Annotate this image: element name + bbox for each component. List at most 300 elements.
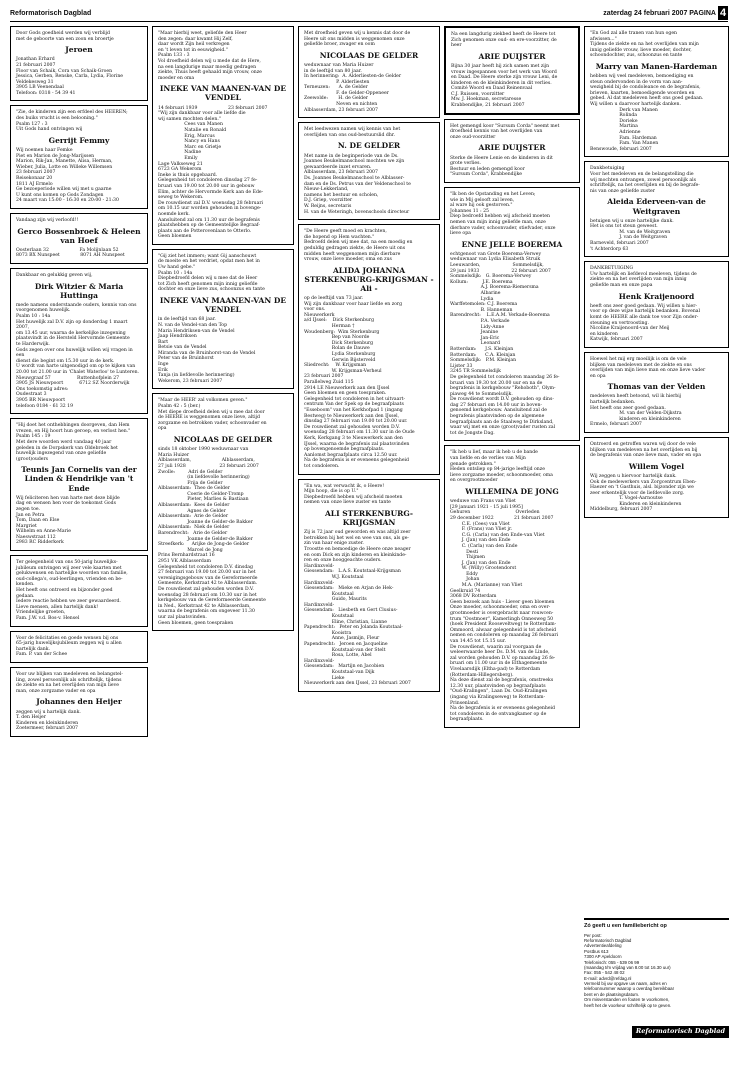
sidebar-title: Zó geeft u een familiebericht op bbox=[584, 923, 667, 929]
notice-text-line: woensdag 28 februari om 11.30 uur in de Oude bbox=[304, 430, 415, 436]
notice-text-line: Joanne de Gelder-de Bakker bbox=[158, 519, 253, 525]
notice-text-line: "Wij zijn dankbaar voor alle liefde die bbox=[158, 111, 246, 117]
notice-text-line: Gerwin Bijsterveld bbox=[304, 357, 376, 363]
notice-box bbox=[152, 393, 294, 631]
column-1 bbox=[10, 26, 148, 741]
notice-text-line: Alblasserdam, Alblasserdam, bbox=[158, 458, 255, 464]
notice-text-line: bruari van 19.30 tot 20.00 uur en na de bbox=[450, 380, 543, 386]
notice-text-line: Troostte en bemoedige de Heere onze neager bbox=[304, 546, 411, 552]
notice-box bbox=[298, 26, 440, 118]
notice-text-line: Diep bedroefd hebben wij afscheid moeten bbox=[450, 214, 550, 220]
notice-text-line: Onze moeder, schoonmoeder, oma en over- bbox=[450, 605, 551, 611]
notice-text-line: Parallelweg Zuid 115 bbox=[304, 380, 354, 386]
notice-text-line: M. van der Velden-Dijkstra bbox=[590, 411, 682, 417]
notice-text-line: 24 maart van 15:00 - 16:30 en 20:00 - 21:30 bbox=[16, 198, 119, 204]
notice-text-line: Margriet bbox=[16, 523, 37, 529]
notice-text-line: Sommelsdijk: G. Boerema-Verwey bbox=[450, 274, 532, 280]
notice-text-line: Gemeente, Kerkstraat 42 te Alblasserdam. bbox=[158, 581, 258, 587]
notice-text-line: Giessendam: Martijn en Jacobien bbox=[304, 664, 385, 670]
notice-text-line: voor ons. bbox=[304, 307, 326, 313]
notice-name: NICOLAAS DE GELDER bbox=[319, 50, 419, 60]
notice-text-line: IJssel, waarna de begrafenis zal plaatsvinden bbox=[304, 441, 410, 447]
notice-text-line: innig geliefde vrouw, lieve moeder, dochter, bbox=[590, 47, 692, 53]
notice-text-line: Prinsenland. bbox=[450, 700, 480, 706]
notice-text-line: 8073 BX Nunspeet 8071 AH Nunspeet bbox=[16, 253, 125, 259]
notice-text-line: 29 juni 1933 22 februari 2007 bbox=[450, 268, 551, 274]
notice-text-line: Streefkerk: Arijke de Jong-de Gelder bbox=[158, 542, 250, 548]
notice-text-line: Tijdens de ziekte en na het overlijden van mijn bbox=[590, 42, 699, 48]
notice-text-line: U wordt van harte uitgenodigd om op te kijken van bbox=[16, 364, 136, 370]
notice-text-line: grootmoeder is overgebracht naar rouwcen- bbox=[450, 611, 554, 617]
notice-text-line: (Rotterdam-Hillegersberg). bbox=[450, 672, 514, 678]
notice-text-line: Het gemengd koor "Sursum Corda" neemt met bbox=[450, 123, 560, 129]
notice-text-line: Het heeft ons zeer goed gedaan. bbox=[590, 405, 666, 411]
notice-text-line: de HEERE is weggenomen onze lieve, altijd bbox=[158, 415, 260, 421]
notice-text-line: Emily bbox=[158, 155, 198, 161]
notice-text-line: 12.30 uur, plaatsvinden op begraafplaats bbox=[450, 683, 546, 689]
notice-text-line: (groot)ouders bbox=[16, 456, 49, 462]
notice-text-line: Maria Hendriksen-van de Vendel bbox=[158, 328, 235, 334]
notice-text-line: "De Heere geeft moed en krachten, bbox=[304, 229, 387, 235]
notice-text-line: Ermelo, februari 2007 bbox=[590, 422, 642, 428]
notice-text-line: U kunt ons komen op Gods Zondagen bbox=[16, 192, 104, 198]
notice-text-line: Eddy bbox=[450, 571, 478, 577]
notice-text-line: Coerie de Gelder-Tromp bbox=[158, 491, 244, 497]
notice-text-line: Met droefheid geven wij u kennis dat door de bbox=[304, 31, 411, 36]
notice-text-line: Heere uit ons midden is weggenomen onze bbox=[304, 36, 405, 42]
notice-text-line: "Ik heb u lief, maar ik heb u de bande bbox=[450, 450, 538, 456]
notice-text-line: Maria Huizer bbox=[158, 452, 190, 458]
notice-text-line: 14 februari 1939 23 februari 2007 bbox=[158, 105, 268, 111]
notice-text-line: Tanja (in liefdevolle herinnering) bbox=[158, 373, 235, 379]
notice-text-line: Door Gods goedheid werden wij verblijd bbox=[16, 31, 110, 36]
notice-text-line: De rouwdienst zal gehouden worden D.V. bbox=[304, 424, 400, 430]
notice-text-line: Koutstaal-van Dijk bbox=[304, 670, 375, 676]
notice-text-line: 3905 JS Nieuwpoort 6712 SZ Noorderwijk bbox=[16, 381, 130, 387]
notice-text-line: piaweg 44 te Sommelsdijk. bbox=[450, 391, 513, 397]
notice-text-line: gebed. Al dat medeleven heeft ons goed gedaan. bbox=[590, 96, 704, 102]
notice-text-line: Jonathan Erhard bbox=[16, 57, 55, 63]
notice-text-line: dag en wensen hen voor de toekomst Gods bbox=[16, 501, 116, 507]
notice-text-line: op bovengenoemde begraafplaats. bbox=[304, 447, 385, 453]
notice-text-line: blijken van medeleven na het overlijden en bij bbox=[590, 447, 698, 453]
notice-text-line: W. (Willy) Grootendorst bbox=[450, 566, 517, 572]
notice-text-line: Papendrecht: Peter en Jolanda Koutstaal- bbox=[304, 625, 403, 631]
notice-name: Johannes den Heijer bbox=[36, 697, 122, 707]
notice-text-line: Ontroerd en getroffen waren wij door de vele bbox=[590, 441, 696, 447]
notice-text-line: Erik bbox=[158, 367, 168, 373]
notice-text-line: telefoon 0184 - 61 32 19 bbox=[16, 403, 74, 409]
notice-text-line: huwelijk ingezegend van onze geliefde bbox=[16, 451, 107, 457]
notice-text-line: dochter en onze lieve zus, schoonzus en tante bbox=[158, 287, 265, 293]
notice-text-line: schoondochter, zus, schoonzus en tante bbox=[590, 53, 683, 59]
notice-text-line: steuning en vertroosting. bbox=[590, 320, 649, 326]
notice-text-line: Vandaag zijn wij verloofd!! bbox=[16, 217, 79, 223]
notice-text-line: Gelegenheid tot condoleren D.V. dinsdag bbox=[158, 564, 253, 570]
notice-text-line: Geen bloemen, geen toespraken bbox=[158, 620, 234, 626]
notice-text-line: Bijna 30 jaar heeft hij zich samen met zijn bbox=[451, 63, 550, 69]
notice-box bbox=[444, 26, 580, 115]
notice-text-line: hebben wij veel medeleven, bemoediging en bbox=[590, 74, 694, 80]
notice-text-line: trum "Oostmoer", Kamerlingh Onnesweg 50 bbox=[450, 616, 554, 622]
notice-name: INEKE VAN MAANEN-VAN DE VENDEL bbox=[159, 84, 287, 103]
notice-text-line: 2951 VK Alblasserdam bbox=[158, 559, 211, 565]
notice-text-line: Tom, Daan en Else bbox=[16, 518, 60, 524]
notice-text-line: W.J. Koutstaal bbox=[304, 574, 364, 580]
notice-text-line: Joanne de Gelder-de Bakker bbox=[158, 536, 253, 542]
notice-text-line: Hardinxveld- bbox=[304, 580, 335, 586]
notice-text-line: Herman † bbox=[304, 324, 355, 330]
notice-text-line: a/d IJssel: Dick Sterkenburg bbox=[304, 318, 375, 324]
notice-text-line: te Harderwijk. bbox=[16, 342, 50, 348]
notice-text-line: 3245 TR Sommelsdijk bbox=[450, 369, 501, 375]
notice-text-line: medeleven heeft betoond, wil ik hierbij bbox=[590, 394, 682, 400]
notice-text-line: waarna de begrafenis om ongeveer 11.30 bbox=[158, 609, 255, 615]
notice-text-line: genoemd kerkgebouw. Aansluitend zal de bbox=[450, 408, 547, 414]
notice-text-line: echtgenoot van Grete Boerema-Verwey bbox=[450, 251, 542, 257]
notice-text-line: Rolinda bbox=[590, 113, 638, 119]
notice-text-line: Hardinxveld- bbox=[304, 658, 335, 664]
notice-box bbox=[444, 187, 580, 441]
notice-text-line: Jaap Hendriksen bbox=[158, 334, 197, 340]
notice-text-line: centrum Van der Spek op de begraafplaats bbox=[304, 402, 404, 408]
notice-text-line: den zegen: daar kwamt Hij Zelf, bbox=[158, 36, 233, 42]
notice-text-line: Wij willen u daarvoor hartelijk danken. bbox=[590, 102, 681, 108]
notice-text-line: Papendrecht: Jeroen en Jacqueline bbox=[304, 642, 388, 648]
notice-text-line: Elim, achter de Hervormde Kerk aan de Ede- bbox=[158, 189, 264, 195]
notice-box bbox=[584, 352, 729, 433]
notice-text-line: Nancy en Hans bbox=[158, 139, 220, 145]
notice-text-line: bruari van 19.00 tot 20.00 uur in gebouw bbox=[158, 183, 255, 189]
notice-text-line: Psalm 133 : 3 bbox=[158, 53, 190, 59]
notice-text-line: H. van de Weteringh, bovenschools directeur bbox=[304, 209, 410, 215]
notice-text-line: Naeswstraat 112 bbox=[16, 534, 56, 540]
notice-box bbox=[584, 26, 729, 157]
notice-box bbox=[10, 213, 148, 264]
notice-text-line: ziekte en na het overlijden van mijn innig bbox=[590, 277, 687, 283]
notice-text-line: Nieuwgraaf 57 Ruttenhofplein 27 bbox=[16, 375, 120, 381]
notice-text-line: voor op deze wijze hartelijk bedanken. Bovenal bbox=[590, 309, 700, 315]
notice-text-line: nemen van mijn innig geliefde man, onze bbox=[450, 219, 546, 225]
notice-text-line: plaats aan de Potterovenlaan te Otterlo. bbox=[158, 228, 252, 234]
notice-text-line: en Daad. De Heere sterke zijn vrouw Leni, de bbox=[451, 75, 558, 81]
sidebar-line: Telefonisch: 055 - 539 06 99 bbox=[584, 959, 640, 965]
notice-text-line: Wij zijn dankbaar voor haar liefde en zorg bbox=[304, 301, 403, 307]
notice-text-line: 65-jarig huwelijksjubileum zeggen wij u allen bbox=[16, 641, 122, 647]
notice-text-line: in de leeftijd van 68 jaar. bbox=[158, 317, 216, 323]
notice-text-line: De gelegenheid tot condoleren maandag 26 fe- bbox=[450, 374, 560, 380]
notice-text-line: midden heeft weggenomen mijn dierbare bbox=[304, 251, 401, 257]
notice-text-line: De rouwdienst, waarin zal voorgaan de bbox=[450, 644, 542, 650]
notice-text-line: Gelegenheid tot condoleren in het uitvaart- bbox=[304, 396, 405, 402]
notice-text-line: Reisekonaar 20 bbox=[16, 175, 53, 181]
notice-text-line: 20.00 tot 21.00 uur in 'Chalet Waterloo' te Lunteren. bbox=[16, 370, 140, 375]
notice-text-line: Ds. Joannes Beukelmanschool te Alblasser- bbox=[304, 175, 405, 181]
sidebar-line: 7300 AP Apeldoorn bbox=[584, 954, 622, 960]
notice-text-line: van 14.45 tot 15.15 uur. bbox=[450, 639, 506, 644]
notice-text-line: Gelegenheid tot condoleren dinsdag 27 fe- bbox=[158, 178, 258, 184]
notice-text-line: brieven, kaarten, bemoedigende woorden en bbox=[590, 90, 695, 96]
sidebar-line: E-mail: advrd@refdag.nl bbox=[584, 975, 632, 981]
notice-text-line: Barendrecht: L.E.A.M. Verkade-Boerema bbox=[450, 313, 550, 319]
notice-text-line: en 't leven tot in eeuwigheid." bbox=[158, 47, 228, 53]
notice-text-line: Kollum: J.E. Boerema bbox=[450, 279, 513, 285]
newspaper-name: Reformatorisch Dagblad bbox=[10, 10, 92, 17]
notice-text-line: Wilhelm en Anne-Marie bbox=[16, 529, 72, 535]
notice-box bbox=[444, 445, 580, 727]
notice-text-line: dag 27 februari om 14.00 uur in boven- bbox=[450, 402, 542, 408]
notice-text-line: daar wordt Zijn heil verkregen bbox=[158, 42, 230, 48]
notice-text-line: Johan bbox=[450, 577, 480, 583]
notice-text-line: Anne, Jasmijn, Fleur bbox=[304, 636, 380, 642]
notice-text-line: zeggen wij u hartelijk dank. bbox=[16, 709, 81, 715]
notice-text-line: 27 juli 1928 23 februari 2007 bbox=[158, 463, 259, 469]
notice-text-line: Erig, Marcus bbox=[158, 133, 215, 139]
notice-text-line: in Ned., Kerkstraat 42 te Alblasserdam, bbox=[158, 603, 251, 609]
notice-text-line: F. de Gelder-Oppeneer bbox=[304, 90, 389, 96]
notice-text-line: Het heeft ons ontroerd en bijzonder goed bbox=[16, 588, 113, 594]
notice-box bbox=[10, 631, 148, 663]
notice-text-line: vrouw ingespannen voor het werk van Woord bbox=[451, 69, 557, 75]
notice-text-line: Wij feliciteren hen van harte met deze blijde bbox=[16, 495, 120, 501]
notice-text-line: [29 januari 1921 - 15 juli 1995] bbox=[450, 504, 523, 510]
notice-text-line: Fam. Van Manen bbox=[590, 141, 659, 147]
notice-text-line: weduwnaar van Maria Huizer bbox=[304, 62, 374, 68]
notice-text-line: verenigingsgebouw van de Gereformeerde bbox=[158, 575, 258, 581]
notice-text-line: Jan-Eric bbox=[450, 335, 500, 341]
notice-text-line: plaatshebben op de Gemeentelijke Begraaf- bbox=[158, 223, 260, 229]
notice-name: Gerrijt Femmy bbox=[48, 135, 110, 145]
notice-text-line: Inge bbox=[158, 362, 169, 368]
notice-text-line: 1811 AJ Ermelo bbox=[16, 181, 53, 187]
sidebar-line: bent en de plaatsingsdatum. bbox=[584, 991, 640, 997]
notice-text-line: waar wij met en onze (groot)vader rusten zal bbox=[450, 425, 556, 431]
notice-box bbox=[298, 479, 440, 692]
notice-text-line: Voor het medeleven en de belangstelling die bbox=[590, 172, 694, 178]
notice-text-line: weleerwaarde heer Ds. D.M. van de Linde, bbox=[450, 650, 550, 656]
notice-text-line: Terneuzen: A. de Gelder bbox=[304, 85, 368, 91]
notice-text-line: noemde kerk. bbox=[158, 211, 190, 217]
notice-text-line: tot de Jongste Dag. bbox=[450, 430, 495, 436]
notice-text-line: droefheid kennis van het overlijden van bbox=[450, 129, 543, 135]
newspaper-logo: Reformatorisch Dagblad bbox=[632, 1026, 729, 1038]
notice-text-line: Diepbedroefd hebben wij afscheid moeten bbox=[304, 494, 403, 500]
notice-text-line: onze oud-voorzitter bbox=[450, 134, 496, 140]
notice-text-line: sinds 18 oktober 1990 weduwnaar van bbox=[158, 447, 249, 453]
notice-text-line: Gehuren Overleden bbox=[450, 510, 540, 516]
notice-box bbox=[10, 667, 148, 737]
notice-text-line: Desti bbox=[450, 549, 479, 555]
column-3 bbox=[298, 26, 440, 696]
notice-text-line: Ter gelegenheid van ons 50-jarig huwelijks- bbox=[16, 560, 118, 566]
notice-text-line: plaatsvindt in de Hersteld Hervormde Gemeente bbox=[16, 336, 130, 342]
notice-text-line: Uit Gods hand ontvingen wij bbox=[16, 127, 83, 133]
notice-text-line: C.J. Ruissen, voorzitter bbox=[451, 91, 505, 97]
notice-text-line: op de leeftijd van 73 jaar. bbox=[304, 296, 364, 302]
sidebar-line: telefoonnummer waarop u overdag bereikbaar bbox=[584, 986, 675, 992]
notice-text-line: Zwolle: Adri de Gelder bbox=[158, 469, 223, 475]
notice-name: ARIE DUIJSTER bbox=[478, 51, 546, 61]
notice-text-line: Martina bbox=[590, 124, 638, 130]
notice-text-line: Lydia bbox=[450, 296, 494, 302]
notice-text-line: gewaardeerde inzet ervaren. bbox=[304, 164, 372, 170]
notice-text-line: 23 februari 2007 bbox=[304, 374, 344, 380]
notice-text-line: Met dere woorden werd vandaag 40 jaar bbox=[16, 439, 112, 445]
notice-text-line: Nieuwerkerk bbox=[304, 312, 335, 318]
sidebar-line: Fax: 055 - 542 48 02 bbox=[584, 970, 625, 976]
notice-text-line: Geen bloemen en geen toespraken. bbox=[304, 391, 387, 397]
notice-text-line: heer bbox=[451, 43, 462, 49]
notice-text-line: "Gij ziet het immers; want Gij aanschouwt bbox=[158, 253, 257, 259]
notice-text-line: Wekerom, 23 februari 2007 bbox=[158, 378, 223, 384]
notice-text-line: nemen van onze lieve zuster en tante bbox=[304, 500, 391, 506]
notice-text-line: F. (Frans) van Vliet jr. bbox=[450, 527, 513, 533]
notice-text-line: van liefde en de verlies van Mijn bbox=[450, 456, 526, 462]
notice-text-line: Wij noemen haar Femke bbox=[16, 148, 73, 153]
notice-name: N. DE GELDER bbox=[337, 141, 401, 151]
notice-box bbox=[444, 119, 580, 183]
notice-text-line: Koutstaal-van der Stelt bbox=[304, 647, 386, 653]
notice-text-line: Lieke bbox=[304, 675, 345, 681]
notice-text-line: komt de HEERE alle dank toe voor Zijn onder- bbox=[590, 314, 699, 320]
notice-text-line: Natalie en Ronald bbox=[158, 128, 227, 133]
notice-text-line: Ge bezoeperiode willen wij met u gaarne bbox=[16, 187, 112, 193]
notice-text-line: Mijn hoop, die is op U." bbox=[304, 489, 359, 495]
notice-text-line: Sommelsdijk: P.M. Kleinjan bbox=[450, 358, 517, 364]
notice-text-line: lieve opa bbox=[450, 231, 471, 237]
notice-text-line: zeer erkentelijk voor de liefdevolle zorg. bbox=[590, 490, 685, 496]
notice-text-line: hartelijk bedanken. bbox=[590, 400, 636, 406]
notice-text-line: oud-collega's, oud-leerlingen, vrienden en be- bbox=[16, 576, 123, 582]
notice-text-line: Hardinxveld- bbox=[304, 602, 335, 608]
notice-text-line: Het is ons tot steun geweest. bbox=[590, 224, 658, 230]
notice-text-line: De rouwdienst zal gehouden worden D.V. bbox=[158, 586, 254, 592]
notice-text-line: Vivelaarsdijk (Eltha-pad) te Rotterdam bbox=[450, 666, 541, 672]
notice-text-line: dierbare vader, schoonvader, stiefvader, onze bbox=[450, 225, 556, 231]
notice-text-line: vrouw, onze lieve moeder, oma en zus bbox=[304, 257, 392, 263]
notice-text-line: P.A. Verkade bbox=[450, 318, 510, 324]
notice-text-line: Giessendam: Liesbeth en Gert Clusius- bbox=[304, 608, 398, 614]
notice-text-line: dam en de Ds. Petrus van der Veldenschool te bbox=[304, 181, 411, 187]
notice-text-line: Marcel de Jong bbox=[158, 547, 223, 553]
notice-text-line: Cees van Manen bbox=[158, 122, 223, 128]
notice-text-line: gelukwensen en hartelijke woorden van familie, bbox=[16, 571, 128, 577]
notice-text-line: de moeite en het verdriet, opdat men het in bbox=[158, 259, 260, 265]
notice-text-line: wij mochten ontvangen, zowel persoonlijk als bbox=[590, 177, 696, 183]
notice-text-line: Geelkruid 74 bbox=[450, 588, 481, 594]
notice-text-line: 3905 BR Nieuwpoort bbox=[16, 397, 66, 403]
notice-text-line: kerkgebouw van de Gereformeerde Gemeente bbox=[158, 598, 266, 604]
notice-text-line: Alblasserdam, 23 februari 2007 bbox=[304, 170, 378, 176]
notice-text-line: Ommoord, alwaar gelegenheid is tot afscheid bbox=[450, 627, 557, 633]
notice-text-line: Katwijk, februari 2007 bbox=[590, 337, 643, 343]
notice-text-line: na een langdurige maar moedig gedragen bbox=[158, 64, 257, 70]
notice-text-line: nis van onze geliefde zuster bbox=[590, 188, 655, 194]
notice-text-line: overlijden van ons oud-bestuurslid dhr. bbox=[304, 132, 395, 138]
notice-text-line: man, onze zorgzame vader en opa bbox=[16, 688, 96, 694]
notice-text-line: heeft ons zeer goed gedaan. Wij willen u hier- bbox=[590, 303, 698, 309]
notice-name: Willem Vogel bbox=[628, 461, 685, 471]
notice-text-line: Haezer en 't Gasthuis, alsl. bijzonder zijn we bbox=[590, 485, 694, 491]
notice-box bbox=[584, 161, 729, 257]
notice-name: ALI STERKENBURG-KRIJGSMAN bbox=[324, 508, 414, 528]
notice-text-line: Uw hartelijk en liefdevol meeleven, tijdens de bbox=[590, 271, 697, 277]
notice-text-line: om 13.45 uur, waarna de kerkelijke inzegening bbox=[16, 330, 126, 336]
notice-text-line: Rotterdam: C.A. Kleinjan bbox=[450, 352, 516, 358]
notice-text-line: W. Reijns, secretaris bbox=[304, 203, 352, 209]
notice-box bbox=[152, 249, 294, 390]
notice-text-line: Wij zeggen u hiervoor hartelijk dank. bbox=[590, 473, 677, 479]
notice-text-line: Hardinxveld- bbox=[304, 563, 335, 569]
sidebar-line: heeft het de voorkeur schriftelijk op te geven. bbox=[584, 1002, 672, 1008]
notice-text-line: Psalm 127 : 3 bbox=[16, 121, 48, 127]
notice-text-line: Giessendam: Mieke en Arjan de Hek- bbox=[304, 586, 394, 592]
notice-text-line: 3068 DV Rotterdam bbox=[450, 594, 497, 600]
notice-text-line: Giessendam: L.A.S. Koutstaal-Krijgsman bbox=[304, 569, 401, 575]
notice-text-line: ling, zowel persoonlijk als schriftelijk, tijdens bbox=[16, 677, 122, 683]
notice-text-line: 6723 GA Wekerom bbox=[158, 167, 202, 173]
notice-text-line: 27 februari van 19.00 tot 20.00 uur in het bbox=[158, 570, 256, 576]
column-4 bbox=[444, 26, 580, 732]
notice-text-line: Dick Sterkenburg bbox=[304, 340, 374, 346]
notice-text-line: Met diepe droefheid delen wij u mee dat door bbox=[158, 409, 265, 415]
notice-box bbox=[10, 268, 148, 414]
notice-text-line: P. Alderliesten bbox=[304, 79, 370, 85]
notice-name: Henk Kraijenoord bbox=[618, 291, 695, 301]
notice-text-line: woensdag 28 februari om 10.30 uur in het bbox=[158, 592, 257, 598]
notice-text-line: Ineke is thuis opgebaard. bbox=[158, 172, 218, 178]
notice-text-line: Psalm 10 : 14a bbox=[158, 270, 193, 276]
notice-text-line: de begrafenis van onze lieve man, vader en opa bbox=[590, 453, 702, 459]
notice-text-line: Diepbedroefd delen wij u mee dat de Heer bbox=[158, 276, 258, 282]
notice-text-line: Jessica, Gerben, Renske, Carla, Lydia, Florine bbox=[16, 74, 123, 80]
notice-text-line: "Esseboom" van het Kerkhofpad 1 (ingang bbox=[304, 407, 403, 413]
notice-text-line: Mw. J. Hoekman, secretaresse bbox=[451, 97, 522, 103]
notice-text-line: "Maar hierbij weet, geliefde den Heer bbox=[158, 31, 247, 36]
notice-text-line: begraafplaats aan de Staalweg te Dirksland, bbox=[450, 419, 554, 425]
notice-text-line: (ingang via Kralingseweg) te Rotterdam- bbox=[450, 694, 546, 700]
notice-name: Jeroen bbox=[65, 45, 93, 55]
notice-text-line: "Hij doet het onthebbingen doorgeven, dan Hem bbox=[16, 423, 130, 429]
notice-text-line: Telefoon: 0318 - 54 39 41 bbox=[16, 90, 76, 96]
page-number: 4 bbox=[719, 7, 727, 19]
notice-text-line: W. Krijgsman-Verheul bbox=[304, 368, 382, 374]
notice-text-line: Nieuw-Lekkerland, bbox=[304, 187, 349, 193]
notice-text-line: DANKBETUIGING bbox=[590, 266, 634, 272]
notice-box bbox=[10, 555, 148, 627]
notice-text-line: Veldekesweg 31 bbox=[16, 79, 54, 85]
notice-text-line: Ons toekomstig adres: bbox=[16, 386, 69, 392]
notice-text-line: al ware hij ook gestorven." bbox=[450, 203, 513, 209]
notice-text-line: "Oud-Kralingen", Laan Ds. Oud-Kralingen bbox=[450, 689, 548, 695]
notice-text-line: steun ondervonden in de vorm van aan- bbox=[590, 79, 683, 85]
notice-text-line: Barneveld, februari 2007 bbox=[590, 241, 649, 247]
notice-text-line: 29 december 1922 21 februari 2007 bbox=[450, 515, 554, 521]
notice-text-line: Jan en Petra bbox=[16, 512, 45, 518]
notice-box bbox=[584, 437, 729, 518]
notice-text-line: M.A. (Marianne) van Vliet bbox=[450, 583, 523, 589]
notice-text-line: Kinderen en kleinkinderen bbox=[590, 501, 682, 507]
notice-name: Dirk Witzier & Maria Huttinga bbox=[34, 281, 124, 300]
notice-text-line: Dorieke bbox=[590, 118, 638, 124]
notice-text-line: T. den Heijer bbox=[16, 715, 46, 721]
notice-text-line: zorgzame en betrokken vader, schoonvader en bbox=[158, 420, 267, 426]
notice-text-line: Barendrecht: Arie de Gelder bbox=[158, 531, 228, 537]
notice-text-line: afwissen..." bbox=[590, 36, 617, 42]
column-5 bbox=[584, 26, 729, 522]
notice-text-line: Bart bbox=[158, 339, 169, 345]
notice-text-line: N. van de Vendel-van den Top bbox=[158, 322, 228, 328]
